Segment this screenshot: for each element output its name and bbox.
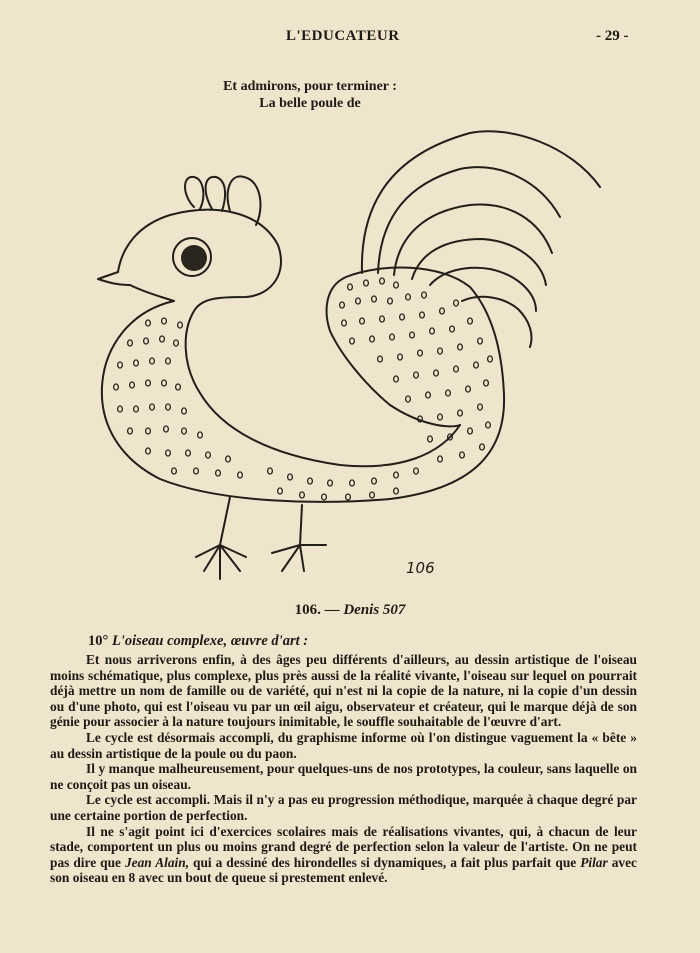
comb-lobe — [228, 176, 261, 225]
paragraph — [50, 730, 637, 761]
caption-number: 106. — — [294, 602, 340, 618]
section-number: 10° — [88, 633, 109, 649]
comb-lobe — [185, 177, 203, 209]
comb-lobe — [206, 177, 225, 211]
italic-name: Pilar — [580, 854, 608, 870]
intro-text — [180, 78, 440, 112]
journal-title: L'EDUCATEUR — [286, 28, 400, 44]
paragraph-text: qui a dessiné des hirondelles si dynamiques, a fait plus parfait que — [189, 854, 581, 870]
figure-caption — [0, 602, 700, 619]
handwritten-figure-number: 106 — [406, 559, 435, 577]
eye-pupil — [181, 245, 207, 271]
paragraph-text: Le cycle est accompli. Mais il n'y a pas eu progression méthodique, marquée à chaque degré par une certaine portion de perfection. — [50, 792, 637, 823]
head-outline — [118, 210, 460, 466]
paragraph — [50, 792, 637, 823]
section-title: L'oiseau complexe, œuvre d'art : — [111, 633, 309, 649]
paragraph-text: Il y manque malheureusement, pour quelques-uns de nos prototypes, la couleur, sans laquelle on ne conçoit pas un oiseau. — [50, 761, 637, 792]
intro-line-1: Et admirons, pour terminer : — [223, 79, 397, 94]
section-heading — [88, 633, 308, 650]
paragraph — [50, 652, 637, 730]
paragraph-text: avec son oiseau en 8 avec un bout de queue si prestement enlevé. — [50, 854, 637, 886]
tail-feather — [362, 131, 600, 273]
paragraph-text: Et nous arriverons enfin, à des âges peu différents d'ailleurs, au dessin artistique de l'oiseau moins schématique, plus complexe, plus près aussi de la réalité vivante, l'oiseau sur lequel on pourrait déjà mettre un nom de famille ou de variété, qui n'est ni la copie de la nature, ni la copie d'un dessin ou d'une photo, qui est l'oiseau vu par un œil aigu, observateur et créateur, qui le marque déjà de son génie pour associer à la nature toujours inimitable, le souffle souhaitable de l'œuvre d'art. — [50, 652, 637, 730]
paragraph-text: Le cycle est désormais accompli, du graphisme informe où l'on distingue vaguement la « bête » au dessin artistique de la poule ou du paon. — [50, 729, 637, 761]
paragraph-text: Il ne s'agit point ici d'exercices scolaires mais de réalisations vivantes, qui, à chacun de leur stade, comportent un plus ou moins grand degré de perfection selon la valeur de l'artiste. On ne peut pas dire que — [50, 823, 637, 870]
intro-line-2: La belle poule de — [259, 96, 361, 111]
caption-name: Denis 507 — [343, 602, 406, 618]
hen-drawing — [90, 125, 610, 595]
paragraph — [50, 824, 637, 886]
page-number: - 29 - — [596, 28, 629, 44]
beak-and-breast — [98, 268, 504, 502]
body-text — [50, 652, 637, 886]
tail-feather — [378, 167, 560, 273]
paragraph — [50, 761, 637, 792]
tail-feather — [412, 239, 546, 285]
leg — [196, 497, 246, 579]
plumage-dots — [114, 278, 493, 500]
leg — [272, 505, 326, 571]
italic-name: Jean Alain, — [124, 854, 190, 870]
